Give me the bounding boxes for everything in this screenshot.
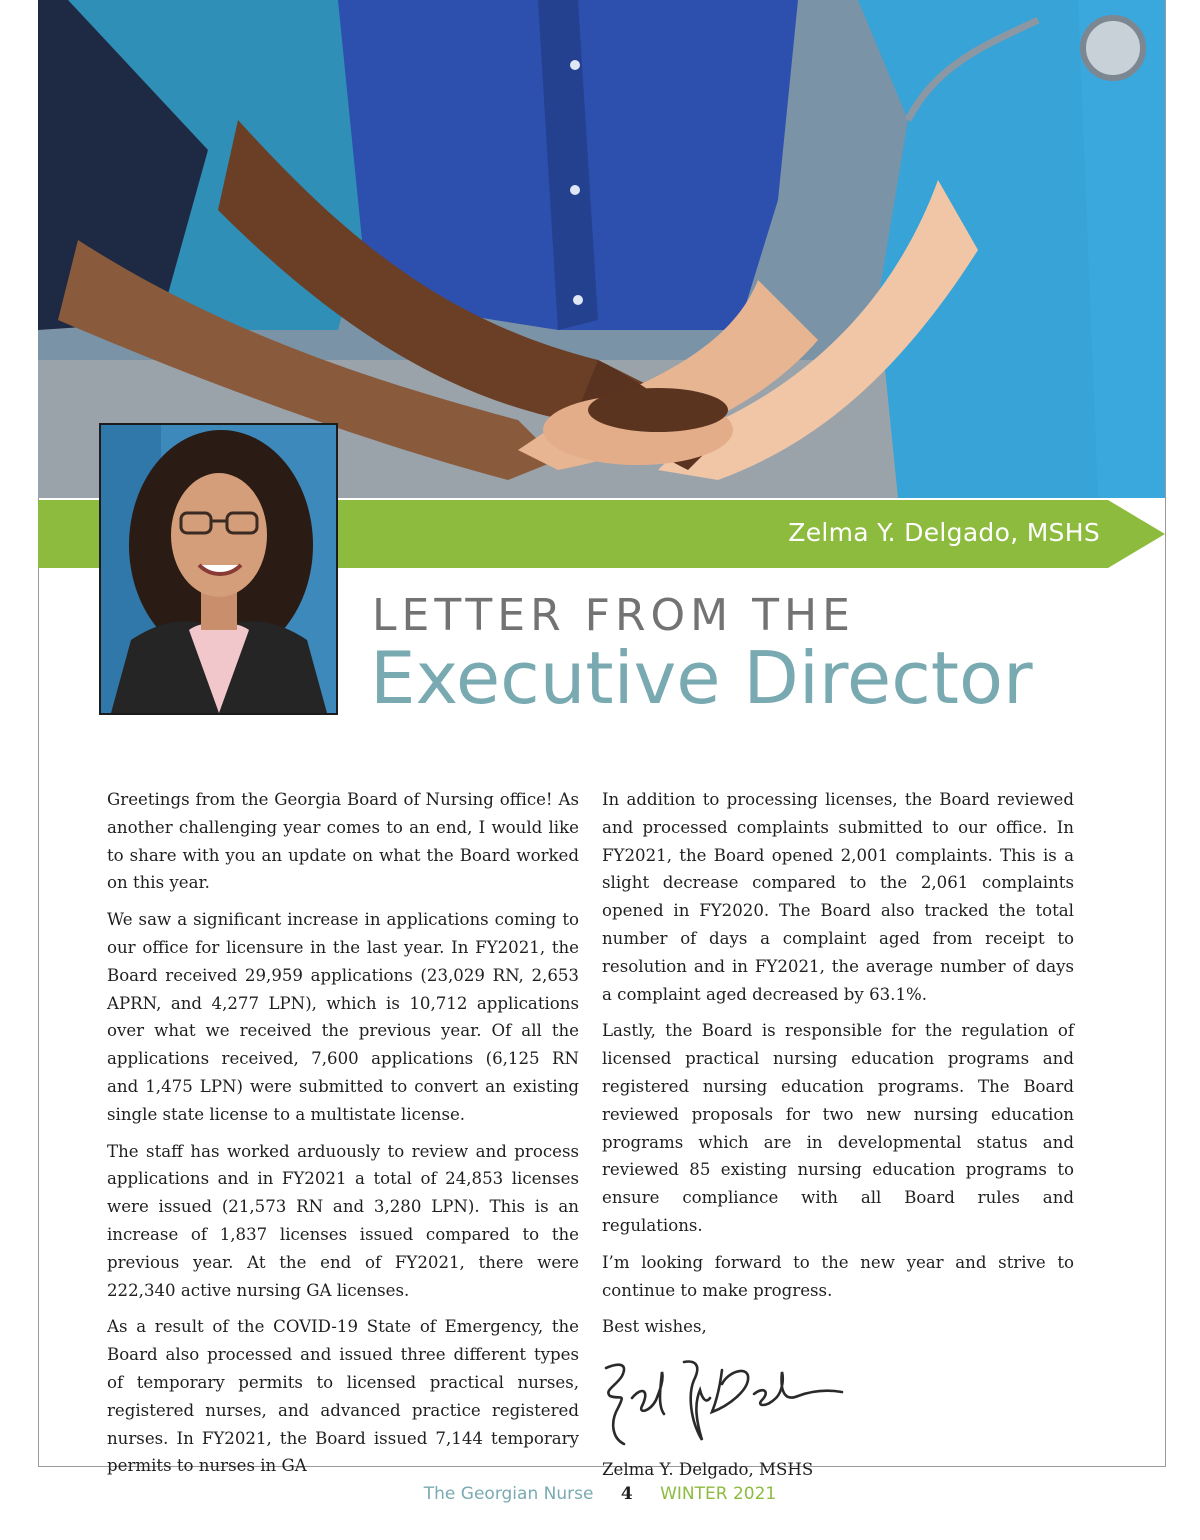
signature-name: Zelma Y. Delgado, MSHS [602, 1460, 814, 1480]
paragraph: I’m looking forward to the new year and strive to continue to make progress. [602, 1252, 1074, 1300]
footer-page-number: 4 [620, 1484, 633, 1504]
right-column [602, 786, 1074, 1493]
footer-publication: The Georgian Nurse [423, 1484, 594, 1504]
paragraph: The staff has worked arduously to review and process applications and in FY2021 a total of 24,853 licenses were issued (21,573 RN and 3,280 LPN). This is an increase of 1,837 licenses issued compared to the previous year. At the end of FY2021, there were 222,340 active nursing GA licenses. [107, 1141, 579, 1300]
footer-issue: WINTER 2021 [660, 1484, 777, 1504]
handwritten-signature [598, 1350, 848, 1450]
paragraph: Lastly, the Board is responsible for the regulation of licensed practical nursing education programs and registered nursing education programs. The Board reviewed proposals for two new nursing education programs which are in developmental status and reviewed 85 existing nursing education programs to ensure compliance with all Board rules and regulations. [602, 1021, 1074, 1235]
page-footer [0, 1484, 1200, 1504]
ribbon-director-name: Zelma Y. Delgado, MSHS [788, 518, 1100, 547]
title-kicker: LETTER FROM THE [372, 590, 855, 641]
paragraph: We saw a significant increase in applications coming to our office for licensure in the last year. In FY2021, the Board received 29,959 applications (23,029 RN, 2,653 APRN, and 4,277 LPN), which is 10,712 applications over what we received the previous year. Of all the applications received, 7,600 applications (6,125 RN and 1,475 LPN) were submitted to convert an existing single state license to a multistate license. [107, 910, 579, 1124]
paragraph: Greetings from the Georgia Board of Nursing office! As another challenging year comes to an end, I would like to share with you an update on what the Board worked on this year. [107, 790, 579, 893]
left-column [107, 786, 579, 1489]
closing-line: Best wishes, [602, 1317, 707, 1337]
paragraph: As a result of the COVID-19 State of Emergency, the Board also processed and issued three different types of temporary permits to licensed practical nurses, registered nurses, and advanced practice registered nurses. In FY2021, the Board issued 7,144 temporary permits to nurses in GA [107, 1317, 579, 1476]
page-title: Executive Director [370, 636, 1033, 720]
director-portrait [99, 423, 338, 715]
paragraph: In addition to processing licenses, the Board reviewed and processed complaints submitted to our office. In FY2021, the Board opened 2,001 complaints. This is a slight decrease compared to the 2,061 complaints opened in FY2020. The Board also tracked the total number of days a complaint aged from receipt to resolution and in FY2021, the average number of days a complaint aged decreased by 63.1%. [602, 790, 1074, 1004]
